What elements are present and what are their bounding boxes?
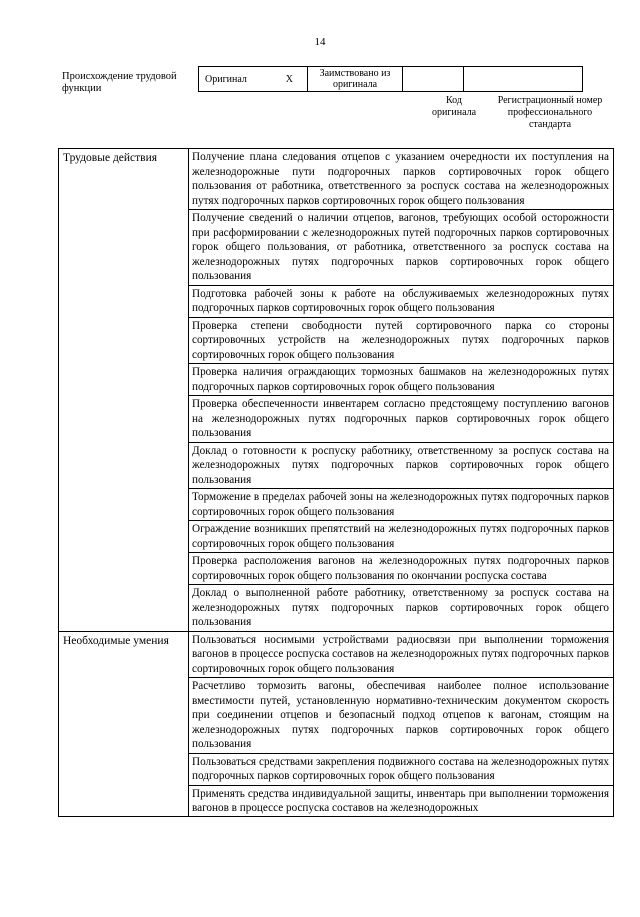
borrowed-cell: Заимствовано из оригинала [308,67,403,92]
origin-label: Происхождение трудовой функции [62,71,177,94]
list-item: Применять средства индивидуальной защиты, инвентарь при выполнении торможения вагонов в процессе роспуска составов на железнодорожных [192,787,609,814]
original-cell [199,67,308,92]
list-item: Проверка расположения вагонов на железнодорожных путях подгорочных парков сортировочных горок общего пользования по окончании роспуска состава [189,553,613,585]
original-mark: X [285,73,293,85]
section-row-skills [59,631,614,816]
list-item: Получение плана следования отцепов с указанием очередности их поступления на железнодорожные пути подгорочных парков сортировочных горок общего пользования от работника, ответственного за роспуск состава на железнодорожных путях подгорочных парков сортировочных горок общего пользования [189,149,613,210]
list-item: Пользоваться средствами закрепления подвижного состава на железнодорожных путях подгорочных парков сортировочных горок общего пользования [189,754,613,786]
list-item: Доклад о выполненной работе работнику, ответственному за роспуск состава на железнодорожных путях подгорочных парков сортировочных горок общего пользования [192,587,609,628]
section-row-actions [59,149,614,632]
list-item: Торможение в пределах рабочей зоны на железнодорожных путях подгорочных парков сортировочных горок общего пользования [189,489,613,521]
original-label: Оригинал [205,73,247,85]
list-item: Доклад о готовности к роспуску работнику, ответственному за роспуск состава на железнодорожных путях подгорочных парков сортировочных горок общего пользования [189,443,613,490]
list-item: Пользоваться носимыми устройствами радиосвязи при выполнении торможения вагонов в процессе роспуска составов на железнодорожных путях подгорочных парков сортировочных горок общего пользования [189,632,613,679]
section-items [189,149,614,632]
list-item: Ограждение возникших препятствий на железнодорожных путях подгорочных парков сортировочных горок общего пользования [189,521,613,553]
list-item: Проверка обеспеченности инвентарем согласно предстоящему поступлению вагонов на железнодорожных путях подгорочных парков сортировочных горок общего пользования [189,396,613,443]
reg-number-cell [464,67,583,92]
list-item: Расчетливо тормозить вагоны, обеспечивая наиболее полное использование вместимости путей, установленную нормативно-техническим документом скорость при соединении отцепов и безопасный подход отцепов к вагонам, стоящим на железнодорожных путях подгорочных парков сортировочных горок общего пользования [189,678,613,754]
list-item: Получение сведений о наличии отцепов, вагонов, требующих особой осторожности при расформировании с железнодорожных путей подгорочных парков сортировочных горок общего пользования, от работника, ответственного за роспуск состава на железнодорожных путях подгорочных парков сортировочных горок общего пользования [189,210,613,286]
page-number: 14 [314,36,326,48]
origin-table [198,66,583,92]
section-items [189,631,614,816]
code-cell [403,67,464,92]
reg-number-caption: Регистрационный номер профессионального стандарта [497,95,603,130]
list-item: Проверка наличия ограждающих тормозных башмаков на железнодорожных путях подгорочных парков сортировочных горок общего пользования [189,364,613,396]
code-caption: Код оригинала [431,95,477,118]
list-item: Подготовка рабочей зоны к работе на обслуживаемых железнодорожных путях подгорочных парков сортировочных горок общего пользования [189,286,613,318]
functions-table [58,148,614,817]
section-label: Трудовые действия [59,149,189,632]
list-item: Проверка степени свободности путей сортировочного парка со стороны сортировочных устройств на железнодорожных путях подгорочных парков сортировочных горок общего пользования [189,318,613,365]
section-label: Необходимые умения [59,631,189,816]
